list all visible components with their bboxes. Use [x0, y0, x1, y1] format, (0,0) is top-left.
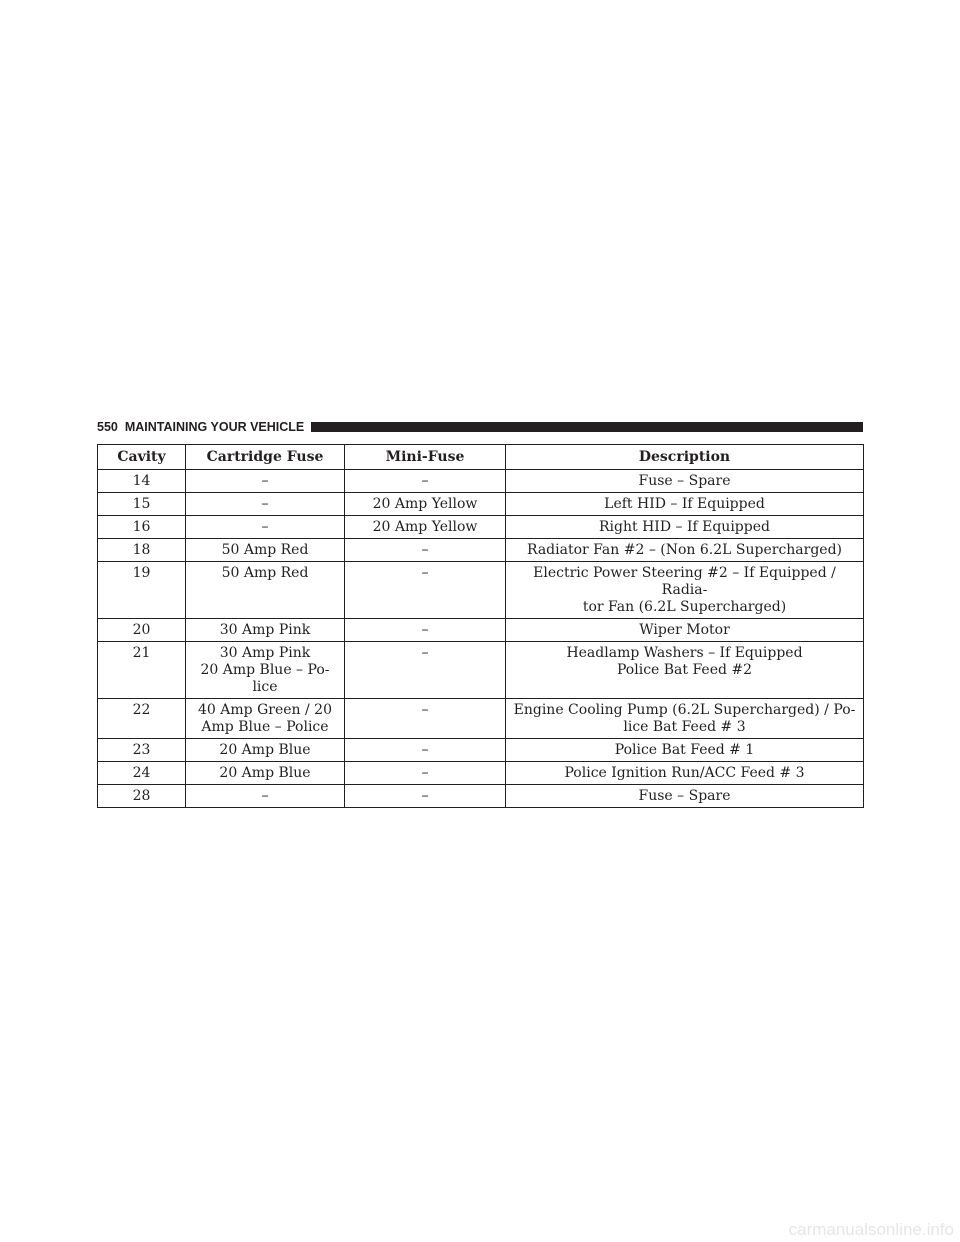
cell-text-line: Electric Power Steering #2 – If Equipped / Radia-	[533, 565, 836, 598]
cell-text-line: Police Bat Feed #2	[616, 662, 753, 678]
cell-cartridge-fuse	[186, 562, 345, 619]
cell-description	[506, 493, 864, 516]
cell-cartridge-fuse	[186, 539, 345, 562]
column-header-description: Description	[506, 445, 864, 470]
cell-mini-fuse: –	[345, 785, 506, 808]
column-header-cavity: Cavity	[98, 445, 186, 470]
cell-cavity: 28	[98, 785, 186, 808]
cell-text-line: Radiator Fan #2 – (Non 6.2L Supercharged)	[526, 542, 843, 558]
table-row	[98, 619, 864, 642]
cell-description	[506, 516, 864, 539]
section-title: MAINTAINING YOUR VEHICLE	[124, 420, 305, 434]
cell-mini-fuse: –	[345, 539, 506, 562]
cell-text-line: Right HID – If Equipped	[599, 519, 770, 535]
cell-mini-fuse: –	[345, 470, 506, 493]
cell-description	[506, 470, 864, 493]
fuse-table	[97, 444, 864, 808]
cell-text-line: 20 Amp Blue – Po-	[200, 662, 330, 678]
column-header-cartridge-fuse: Cartridge Fuse	[186, 445, 345, 470]
table-row	[98, 470, 864, 493]
table-row	[98, 762, 864, 785]
cell-text-line: Engine Cooling Pump (6.2L Supercharged) / Po-	[513, 702, 856, 718]
cell-text-line: 30 Amp Pink	[219, 645, 311, 661]
cell-text-line: Fuse – Spare	[638, 788, 731, 804]
cell-cavity: 23	[98, 739, 186, 762]
table-row	[98, 562, 864, 619]
cell-mini-fuse: –	[345, 562, 506, 619]
cell-text-line: –	[261, 788, 269, 804]
table-row	[98, 699, 864, 739]
cell-mini-fuse: –	[345, 739, 506, 762]
cell-description	[506, 762, 864, 785]
page-number: 550	[97, 420, 118, 434]
cell-cavity: 19	[98, 562, 186, 619]
cell-text-line: Fuse – Spare	[638, 473, 731, 489]
cell-mini-fuse: 20 Amp Yellow	[345, 493, 506, 516]
cell-text-line: Headlamp Washers – If Equipped	[566, 645, 803, 661]
table-row	[98, 642, 864, 699]
cell-cavity: 24	[98, 762, 186, 785]
table-body	[98, 470, 864, 808]
table-row	[98, 739, 864, 762]
cell-text-line: –	[261, 519, 269, 535]
cell-text-line: 40 Amp Green / 20	[198, 702, 332, 718]
cell-cartridge-fuse	[186, 642, 345, 699]
cell-cartridge-fuse	[186, 739, 345, 762]
cell-text-line: lice	[252, 679, 278, 695]
cell-cartridge-fuse	[186, 470, 345, 493]
cell-mini-fuse: –	[345, 699, 506, 739]
column-header-mini-fuse: Mini-Fuse	[345, 445, 506, 470]
table-row	[98, 785, 864, 808]
cell-text-line: –	[261, 473, 269, 489]
cell-cavity: 21	[98, 642, 186, 699]
cell-text-line: tor Fan (6.2L Supercharged)	[582, 599, 787, 615]
cell-text-line: 20 Amp Blue	[219, 765, 311, 781]
cell-cartridge-fuse	[186, 619, 345, 642]
table-row	[98, 516, 864, 539]
cell-text-line: 50 Amp Red	[221, 542, 309, 558]
watermark: carmanualsonline.info	[788, 1220, 954, 1239]
table-row	[98, 493, 864, 516]
cell-description	[506, 539, 864, 562]
cell-cavity: 14	[98, 470, 186, 493]
page-header	[97, 420, 863, 434]
cell-cavity: 20	[98, 619, 186, 642]
cell-cartridge-fuse	[186, 699, 345, 739]
cell-text-line: 30 Amp Pink	[219, 622, 311, 638]
cell-text-line: –	[261, 496, 269, 512]
cell-text-line: Left HID – If Equipped	[604, 496, 765, 512]
cell-description	[506, 739, 864, 762]
cell-description	[506, 562, 864, 619]
cell-description	[506, 785, 864, 808]
cell-description	[506, 642, 864, 699]
cell-description	[506, 699, 864, 739]
cell-cavity: 18	[98, 539, 186, 562]
cell-mini-fuse: –	[345, 762, 506, 785]
cell-mini-fuse: –	[345, 642, 506, 699]
cell-text-line: Amp Blue – Police	[201, 719, 329, 735]
cell-text-line: 50 Amp Red	[221, 565, 309, 581]
cell-cavity: 22	[98, 699, 186, 739]
cell-cartridge-fuse	[186, 762, 345, 785]
cell-text-line: Police Bat Feed # 1	[614, 742, 755, 758]
cell-cartridge-fuse	[186, 516, 345, 539]
cell-cartridge-fuse	[186, 785, 345, 808]
cell-cavity: 16	[98, 516, 186, 539]
table-row	[98, 539, 864, 562]
table-header-row	[98, 445, 864, 470]
cell-mini-fuse: 20 Amp Yellow	[345, 516, 506, 539]
cell-cartridge-fuse	[186, 493, 345, 516]
cell-text-line: Wiper Motor	[639, 622, 730, 638]
cell-description	[506, 619, 864, 642]
cell-cavity: 15	[98, 493, 186, 516]
cell-mini-fuse: –	[345, 619, 506, 642]
cell-text-line: Police Ignition Run/ACC Feed # 3	[564, 765, 805, 781]
cell-text-line: 20 Amp Blue	[219, 742, 311, 758]
header-rule	[311, 422, 863, 432]
cell-text-line: lice Bat Feed # 3	[623, 719, 746, 735]
